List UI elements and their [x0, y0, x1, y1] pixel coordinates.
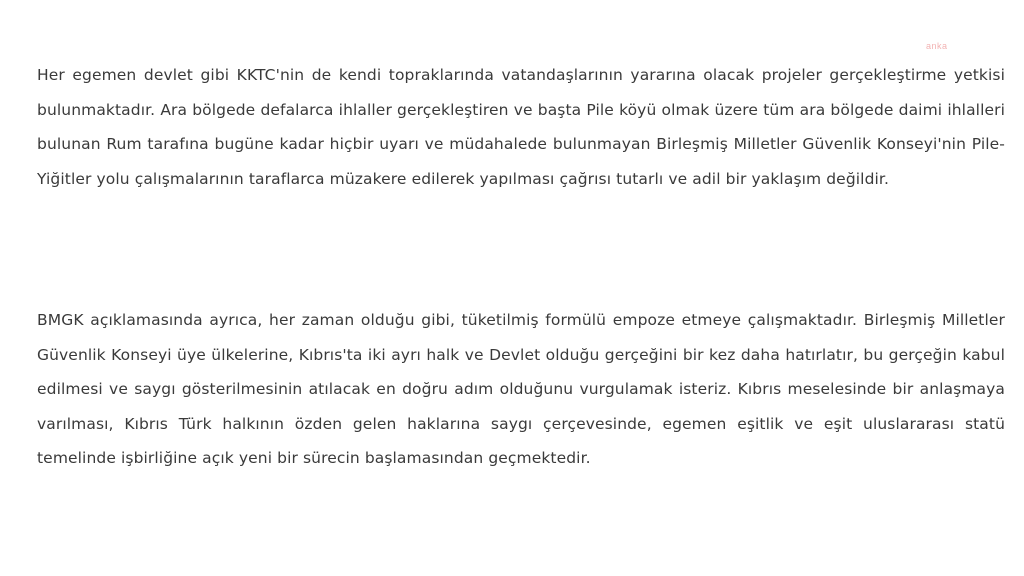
paragraph-2: BMGK açıklamasında ayrıca, her zaman olduğu gibi, tüketilmiş formülü empoze etmeye çalışmaktadır. Birleşmiş Milletler Güvenlik Konseyi üye ülkelerine, Kıbrıs'ta iki ayrı halk ve Devlet olduğu gerçeğini bir kez daha hatırlatır, bu gerçeğin kabul edilmesi ve saygı gösterilmesinin atılacak en doğru adım olduğunu vurgulamak isteriz. Kıbrıs meselesinde bir anlaşmaya varılması, Kıbrıs Türk halkının özden gelen haklarına saygı çerçevesinde, egemen eşitlik ve eşit uluslararası statü temelinde işbirliğine açık yeni bir sürecin başlamasından geçmektedir.: [37, 311, 1005, 468]
watermark-logo-text: anka: [926, 41, 948, 51]
paragraph-1: Her egemen devlet gibi KKTC'nin de kendi topraklarında vatandaşlarının yararına olacak projeler gerçekleştirme yetkisi bulunmaktadır. Ara bölgede defalarca ihlaller gerçekleştiren ve başta Pile köyü olmak üzere tüm ara bölgede daimi ihlalleri bulunan Rum tarafına bugüne kadar hiçbir uyarı ve müdahalede bulunmayan Birleşmiş Milletler Güvenlik Konseyi'nin Pile-Yiğitler yolu çalışmalarının taraflarca müzakere edilerek yapılması çağrısı tutarlı ve adil bir yaklaşım değildir.: [37, 66, 1005, 188]
